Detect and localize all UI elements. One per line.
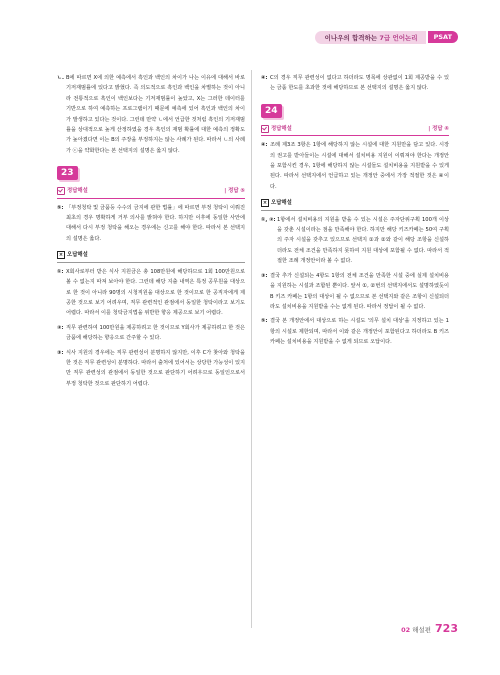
answer-label: 정답해설 [271, 125, 292, 132]
explanation-item [261, 215, 449, 267]
item-text: C의 경우 직무 관련성이 없다고 하더라도 명목에 상관없이 1회 제공받을 수 있는 금품 한도를 초과한 것에 해당하므로 본 선택지의 설명은 옳지 않다. [270, 75, 449, 92]
section-number: 02 [401, 626, 411, 634]
item-mark: ㄴ. [57, 75, 64, 81]
page-footer [401, 622, 458, 635]
check-icon [57, 187, 65, 195]
item-text: 결국 추가 신설되는 4항도 1항의 전체 조건을 만족한 시설 중에 실제 설치비용을 지원하는 시설과 조합된 뿐이다. 앞서 ①, ②번의 선택지에서도 설명하였듯이 B 키즈 카페는 1항의 대상이 될 수 없으므로 본 선택지와 같은 조항이 신설되더라도 설치비용을 지원받을 수는 없게 된다. 따라서 정답이 될 수 없다. [270, 272, 449, 310]
item-mark: ⑤: [261, 318, 268, 325]
item-text: 조례 제3조 3항은 1항에 해당하지 않는 시설에 대한 지원만을 담고 있다. 시장의 권고를 받아들이는 시설에 대해서 설치비용 지원이 이뤄져야 한다는 개정안을 포함시킨 경우, 1항에 해당하지 않는 시설들도 설치비용을 지원받을 수 있게 된다. 따라서 선택지에서 언급하고 있는 개정안 중에서 가장 적절한 것은 ④이다. [270, 142, 449, 190]
explanation-item [261, 73, 449, 94]
footer-section [401, 625, 431, 634]
explanation-item [261, 271, 449, 313]
explanation-item [57, 203, 245, 245]
answer-label: 정답해설 [67, 188, 88, 195]
question-number-badge: 23 [57, 166, 78, 180]
item-mark: ①, ②: [261, 216, 276, 223]
right-column [261, 73, 449, 352]
header-tag: PSAT [428, 31, 458, 43]
explanation-item [57, 348, 245, 390]
item-mark: ①: [57, 268, 64, 275]
explanation-item [261, 316, 449, 347]
check-icon [261, 125, 269, 133]
answer-value: | 정답 ⑤ [224, 188, 245, 195]
explanation-item [57, 267, 245, 319]
explanation-item [261, 140, 449, 192]
question-number-badge: 24 [261, 104, 282, 118]
wrong-answer-header [261, 198, 449, 210]
section-label: 해설편 [412, 626, 432, 634]
header-title [315, 31, 426, 44]
header-prefix: 이나우의 합격하는 [324, 33, 378, 42]
answer-header [261, 124, 449, 136]
item-text: 결국 본 개정안에서 대상으로 하는 시설도 '의무 설치 대상'을 지정하고 있는 1항의 시설로 제한되며, 따라서 이와 같은 개정안이 포함된다고 하더라도 B 키즈 카페는 설치비용을 지원받을 수 없게 되므로 오답이다. [270, 318, 449, 346]
item-mark: ④: [261, 142, 268, 149]
item-mark: ②: [57, 324, 64, 331]
item-text: 1항에서 설치비용의 지원을 받을 수 있는 시설은 주자단위구획 100개 이상을 갖춘 시설이라는 점을 만족해야 한다. 하지만 해당 키즈카페는 50여 구획의 주자 시설을 갖추고 있으므로 선택지 ①과 ②와 같이 해당 조항을 신설하더라도 전체 조건을 만족하지 못하여 지원 대상에 포함될 수 없다. 따라서 적절한 조례 개정안이라 볼 수 없다. [277, 216, 449, 265]
item-text: X회사로부터 받은 식사 지원금은 총 108만원에 해당하므로 1회 100만원으로 볼 수 없는지 따져 보아야 한다. 그런데 해당 지출 내역은 특정 공무원을 대상으로 한 것이 아니라 90명의 시청직원을 대상으로 한 것이므로 한 공직자에게 제공한 것으로 보기 어려우며, 직무 관련적인 관점에서 동일한 청탁이라고 보기도 어렵다. 따라서 이를 청탁금지법을 위반한 향응 제공으로 보기 어렵다. [66, 268, 245, 317]
item-mark: ⑤: [57, 204, 64, 211]
item-mark: ③: [57, 349, 64, 356]
item-mark: ③: [261, 272, 268, 279]
explanation-item [57, 73, 245, 156]
page-number: 723 [435, 622, 458, 635]
wrong-answer-header [57, 250, 245, 262]
item-text: B에 따르면 X에 의한 예측에서 흑인과 백인의 차이가 나는 이유에 대해서 바로 기저재범률에 있다고 밝혔다. 즉 의도적으로 흑인과 백인을 차별하는 것이 아니라 전통적으로 흑인이 백인보다는 기저재범률이 높았고, X는 그러한 데이터를 기반으로 하여 예측하는 프로그램이기 때문에 예측에 있어 흑인과 백인의 차이가 발생하고 있다는 것이다. 그런데 만약 ㄴ에서 언급한 것처럼 흑인의 기저재범률을 상대적으로 높게 산정하였을 경우 흑인의 재범 확률에 대한 예측의 정확도가 높아졌다면 이는 B의 주장을 부정하지는 않는 사례가 된다. 따라서 ㄴ의 사례가 ⓒ을 약화한다는 본 선택지의 설명은 옳지 않다. [66, 75, 245, 154]
answer-header [57, 186, 245, 198]
x-box-icon: × [58, 252, 64, 259]
item-text: 식사 지원의 경우에는 직무 관련성이 분명하지 않지만, 이후 C가 찾아와 청탁을 한 것은 직무 관련성이 분명하다. 따라서 출처에 있어서는 상당한 가능성이 있지만 직무 관련성의 관점에서 동일한 것으로 판단하기 어려우므로 동일인으로서 부정 청탁한 것으로 판단하기 어렵다. [66, 349, 245, 387]
item-text: 「부정청탁 및 금품등 수수의 금지에 관한 법률」에 따르면 부정 청탁이 이뤄진 최초의 경우 명확하게 거부 의사를 밝혀야 한다. 하지만 이후에 동일한 사안에 대해서 다시 부정 청탁을 해오는 경우에는 신고를 해야 한다. 따라서 본 선택지의 설명은 옳다. [66, 204, 245, 242]
explanation-item [57, 323, 245, 344]
item-mark: ④: [261, 75, 268, 81]
wrong-label: 오답해설 [271, 200, 292, 207]
item-text: 직무 관련하여 100만원을 제공하려고 한 것이므로 Y회사가 제공하려고 한 것은 금품에 해당하는 향응으로 간주할 수 있다. [66, 324, 245, 342]
x-box-icon: × [262, 200, 268, 207]
answer-value: | 정답 ④ [428, 125, 449, 132]
column-divider [251, 70, 252, 628]
wrong-label: 오답해설 [67, 252, 88, 259]
left-column [57, 73, 245, 393]
header-accent: 7급 언어논리 [379, 33, 418, 42]
page-header [315, 30, 458, 44]
